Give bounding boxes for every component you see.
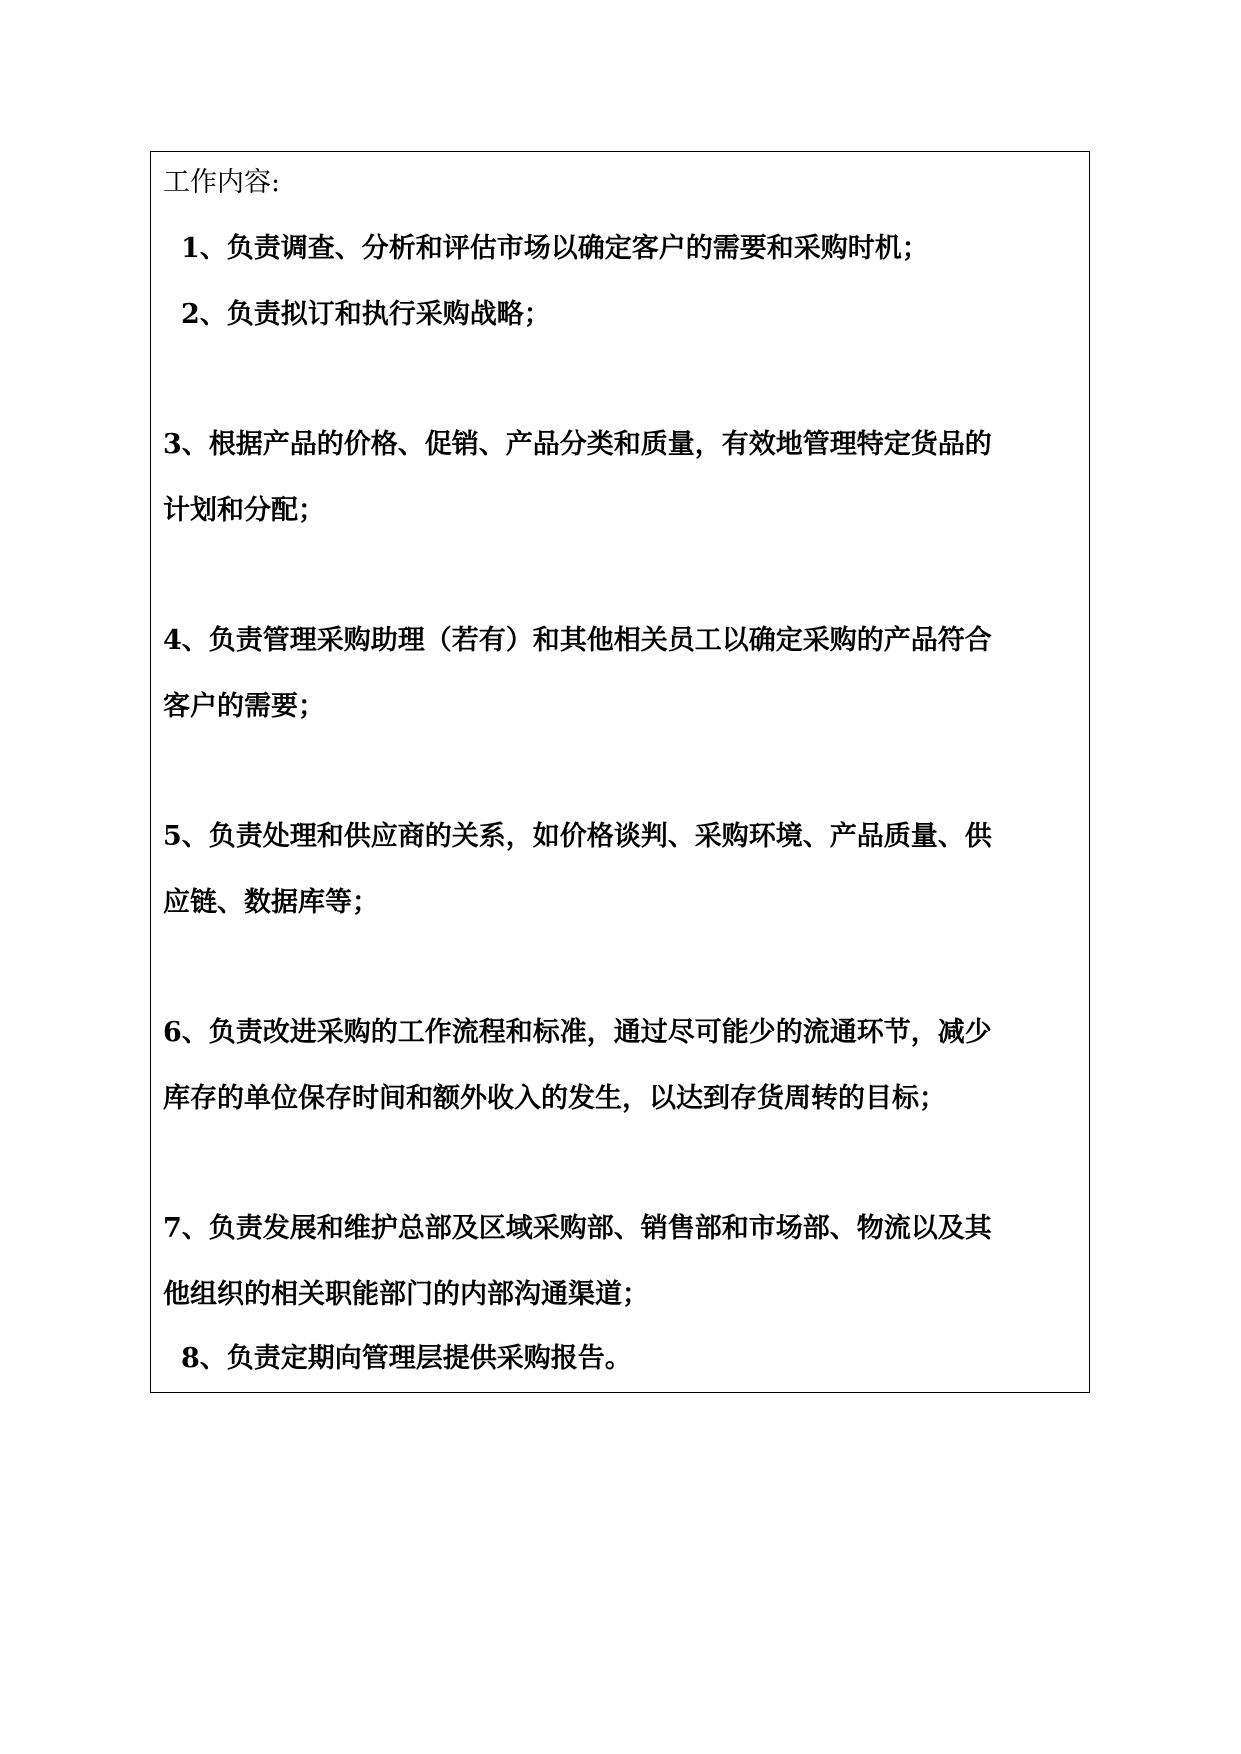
job-item-6-line-2: 库存的单位保存时间和额外收入的发生，以达到存货周转的目标； (163, 1083, 946, 1114)
job-item-3-line-1: 3、根据产品的价格、促销、产品分类和质量，有效地管理特定货品的 (163, 429, 992, 460)
job-item-5-line-1: 5、负责处理和供应商的关系，如价格谈判、采购环境、产品质量、供 (163, 821, 992, 852)
job-item-5-line-2: 应链、数据库等； (163, 887, 379, 918)
job-item-7-line-2: 他组织的相关职能部门的内部沟通渠道； (163, 1279, 649, 1310)
job-item-6-line-1: 6、负责改进采购的工作流程和标准，通过尽可能少的流通环节，减少 (163, 1017, 992, 1048)
job-item-2: 2、负责拟订和执行采购战略； (181, 299, 551, 330)
job-item-4-line-1: 4、负责管理采购助理（若有）和其他相关员工以确定采购的产品符合 (163, 625, 992, 656)
job-item-1: 1、负责调查、分析和评估市场以确定客户的需要和采购时机； (181, 233, 929, 264)
job-item-3-line-2: 计划和分配； (163, 495, 325, 526)
job-item-7-line-1: 7、负责发展和维护总部及区域采购部、销售部和市场部、物流以及其 (163, 1213, 992, 1244)
job-item-8: 8、负责定期向管理层提供采购报告。 (181, 1343, 632, 1374)
job-content-box (150, 151, 1090, 1393)
job-item-4-line-2: 客户的需要； (163, 691, 325, 722)
job-content-heading: 工作内容: (163, 167, 281, 198)
